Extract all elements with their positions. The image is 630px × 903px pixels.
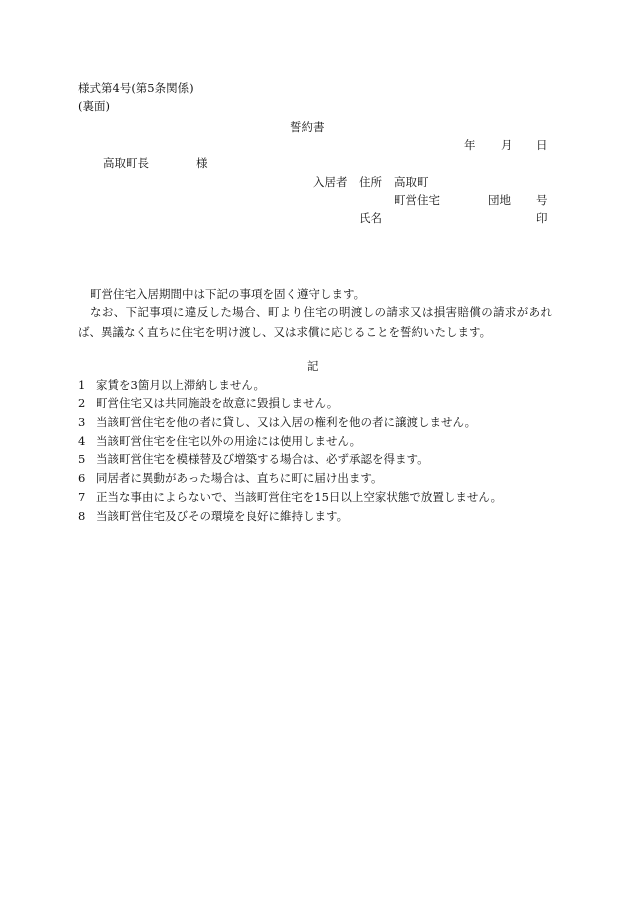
body-paragraph-2: なお、下記事項に違反した場合、町より住宅の明渡しの請求又は損害賠償の請求があれば、異議なく直ちに住宅を明け渡し、又は求償に応じることを誓約いたします。	[78, 305, 552, 339]
name-label: 氏名	[359, 211, 382, 225]
list-item-text: 町営住宅又は共同施設を故意に毀損しません。	[96, 396, 339, 410]
resident-label: 入居者	[313, 175, 348, 189]
housing-label: 町営住宅	[394, 193, 440, 207]
form-number: 様式第4号(第5条関係)	[78, 81, 194, 95]
date-day-label: 日	[536, 138, 548, 152]
address-label: 住所	[359, 175, 382, 189]
list-item-number: 6	[78, 471, 86, 485]
list-item-number: 3	[78, 415, 86, 429]
addressee-honorific: 様	[196, 156, 208, 170]
reverse-side-label: (裏面)	[78, 99, 110, 113]
list-item-number: 8	[78, 509, 86, 523]
list-item	[78, 454, 429, 466]
list-item	[78, 473, 382, 485]
list-item	[78, 436, 361, 448]
list-item-text: 正当な事由によらないで、当該町営住宅を15日以上空家状態で放置しません。	[96, 490, 503, 504]
list-item	[78, 398, 338, 410]
list-item	[78, 380, 265, 392]
list-item-text: 家賃を3箇月以上滞納しません。	[96, 378, 266, 392]
list-item-number: 2	[78, 396, 86, 410]
date-month-label: 月	[501, 138, 513, 152]
ki-heading: 記	[307, 359, 319, 373]
addressee-name: 高取町長	[103, 156, 149, 170]
list-item-text: 同居者に異動があった場合は、直ちに町に届け出ます。	[96, 471, 383, 485]
unit-number-label: 号	[536, 193, 548, 207]
list-item-number: 7	[78, 490, 86, 504]
list-item	[78, 511, 348, 523]
seal-label: 印	[536, 211, 548, 225]
list-item-number: 5	[78, 452, 86, 466]
list-item-text: 当該町営住宅及びその環境を良好に維持します。	[96, 509, 349, 523]
list-item-text: 当該町営住宅を住宅以外の用途には使用しません。	[96, 434, 362, 448]
address-town: 高取町	[394, 175, 429, 189]
block-label: 団地	[488, 193, 511, 207]
list-item-text: 当該町営住宅を模様替及び増築する場合は、必ず承認を得ます。	[96, 452, 429, 466]
list-item-number: 1	[78, 378, 86, 392]
list-item-text: 当該町営住宅を他の者に貸し、又は入居の権利を他の者に譲渡しません。	[96, 415, 477, 429]
list-item	[78, 417, 476, 429]
list-item	[78, 492, 502, 504]
date-year-label: 年	[464, 138, 476, 152]
document-title: 誓約書	[290, 120, 325, 134]
body-paragraph-1: 町営住宅入居期間中は下記の事項を固く遵守します。	[90, 287, 366, 301]
list-item-number: 4	[78, 434, 86, 448]
